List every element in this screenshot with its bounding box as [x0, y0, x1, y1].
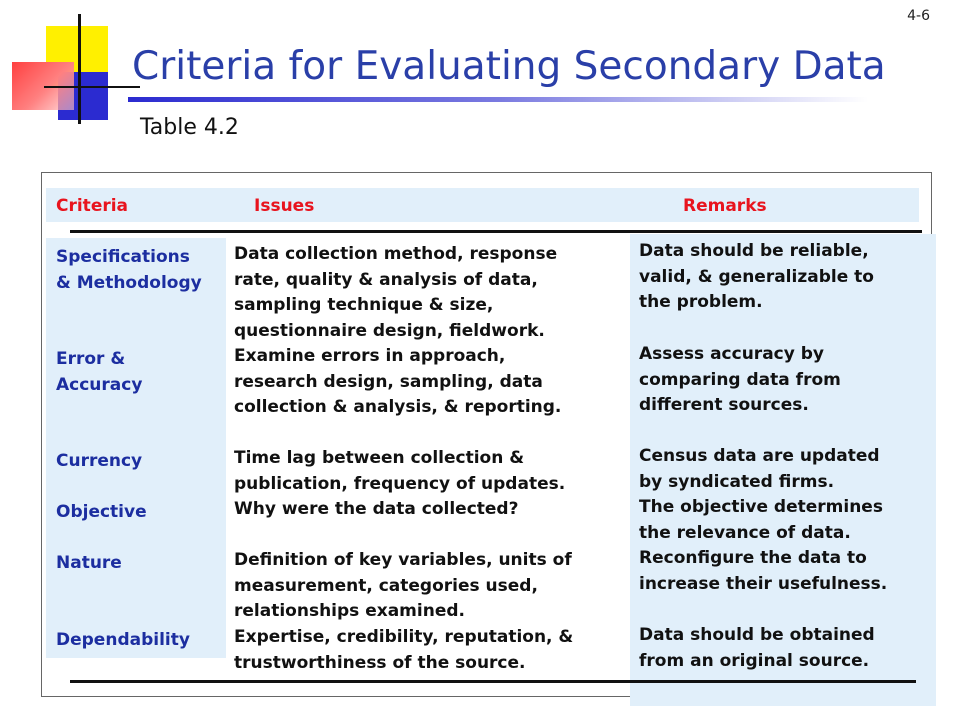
row-1-issues: Data collection method, response rate, quality & analysis of data, sampling technique & size, questionnaire design, fieldwork.	[234, 244, 558, 341]
criteria-column-band	[46, 238, 226, 658]
row-6-criteria: Dependability	[56, 630, 190, 650]
row-5-criteria: Nature	[56, 553, 122, 573]
slide-subtitle: Table 4.2	[140, 115, 239, 140]
table-header-band	[46, 188, 919, 222]
row-1-criteria: Specifications & Methodology	[56, 247, 202, 293]
footer-rule	[70, 680, 916, 683]
row-3-issues: Time lag between collection & publication, frequency of updates.	[234, 448, 566, 494]
slide-logo	[0, 0, 140, 140]
logo-horizontal-line	[44, 86, 140, 88]
title-underline	[128, 97, 868, 102]
row-4-criteria: Objective	[56, 502, 147, 522]
header-remarks: Remarks	[683, 196, 767, 216]
header-issues: Issues	[254, 196, 315, 216]
row-6-remarks: Data should be obtained from an original source.	[639, 625, 875, 671]
header-criteria: Criteria	[56, 196, 129, 216]
slide-title: Criteria for Evaluating Secondary Data	[132, 44, 886, 89]
header-rule	[70, 230, 922, 233]
row-4-remarks: The objective determines the relevance of data.	[639, 497, 883, 543]
row-3-criteria: Currency	[56, 451, 143, 471]
row-2-criteria: Error & Accuracy	[56, 349, 143, 395]
row-5-issues: Definition of key variables, units of measurement, categories used, relationships examined.	[234, 550, 572, 621]
slide-number: 4-6	[907, 8, 930, 24]
row-2-remarks: Assess accuracy by comparing data from different sources.	[639, 344, 841, 415]
row-1-remarks: Data should be reliable, valid, & generalizable to the problem.	[639, 241, 874, 312]
logo-vertical-line	[78, 14, 81, 124]
row-5-remarks: Reconfigure the data to increase their usefulness.	[639, 548, 888, 594]
row-2-issues: Examine errors in approach, research design, sampling, data collection & analysis, & reporting.	[234, 346, 562, 417]
row-4-issues: Why were the data collected?	[234, 499, 519, 519]
row-3-remarks: Census data are updated by syndicated firms.	[639, 446, 880, 492]
row-6-issues: Expertise, credibility, reputation, & trustworthiness of the source.	[234, 627, 574, 673]
